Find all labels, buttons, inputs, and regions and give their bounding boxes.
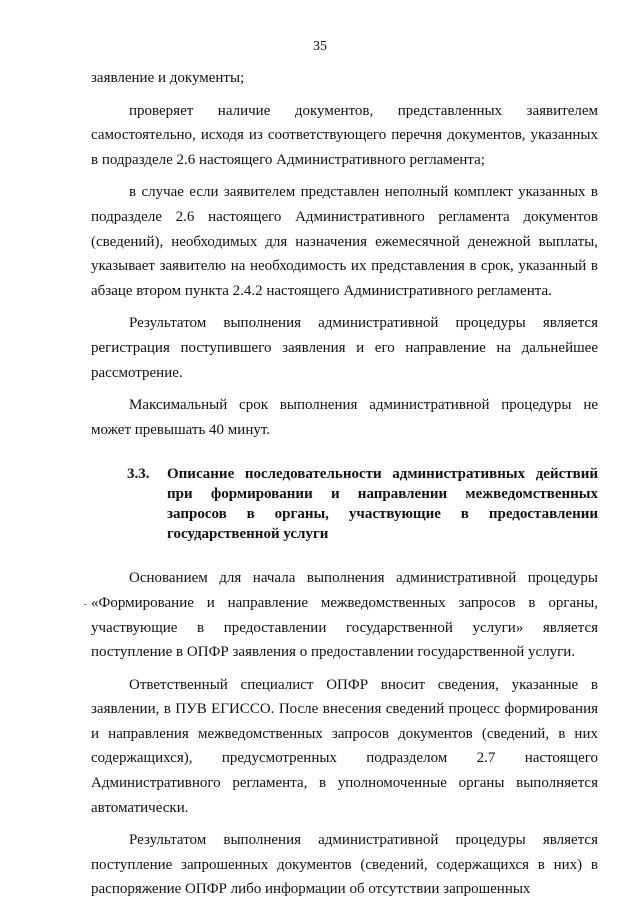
paragraph-continuation: заявление и документы; <box>91 70 245 86</box>
section-title: Описание последовательности административных действий при формировании и направлении межведомственных запросов в органы, участвующие в предоставлении государственной услуги <box>167 466 598 543</box>
paragraph-result-registration: Результатом выполнения административной процедуры является регистрация поступившего заявления и его направление на дальнейшее рассмотрение. <box>91 315 598 381</box>
paragraph-max-time: Максимальный срок выполнения административной процедуры не может превышать 40 минут. <box>91 397 598 438</box>
section-number: 3.3. <box>127 466 150 483</box>
paragraph-basis: Основанием для начала выполнения административной процедуры «Формирование и направление межведомственных запросов в органы, участвующие в предоставлении государственной услуги» является поступление в ОПФР заявления о предоставлении государственной услуги. <box>91 570 598 661</box>
paragraph-result-documents: Результатом выполнения административной процедуры является поступление запрошенных документов (сведений, содержащихся в них) в распоряжение ОПФР либо информации об отсутствии запрошенных <box>91 832 598 898</box>
page-number: 35 <box>313 39 327 54</box>
paragraph-incomplete-set: в случае если заявителем представлен неполный комплект указанных в подразделе 2.6 настоящего Административного регламента документов (сведений), необходимых для назначения ежемесячной денежной выплаты, указывает заявителю на необходимость их представления в срок, указанный в абзаце втором пункта 2.4.2 настоящего Административного регламента. <box>91 184 598 299</box>
paragraph-checks-documents: проверяет наличие документов, представленных заявителем самостоятельно, исходя из соответствующего перечня документов, указанных в подразделе 2.6 настоящего Административного регламента; <box>91 102 598 168</box>
margin-mark <box>84 604 87 605</box>
section-heading <box>91 464 598 544</box>
document-body <box>91 66 598 902</box>
paragraph-responsible-specialist: Ответственный специалист ОПФР вносит сведения, указанные в заявлении, в ПУВ ЕГИССО. После внесения сведений процесс формирования и направления межведомственных запросов документов (сведений, в них содержащихся), предусмотренных подразделом 2.7 настоящего Административного регламента, в уполномоченные органы выполняется автоматически. <box>91 676 598 816</box>
